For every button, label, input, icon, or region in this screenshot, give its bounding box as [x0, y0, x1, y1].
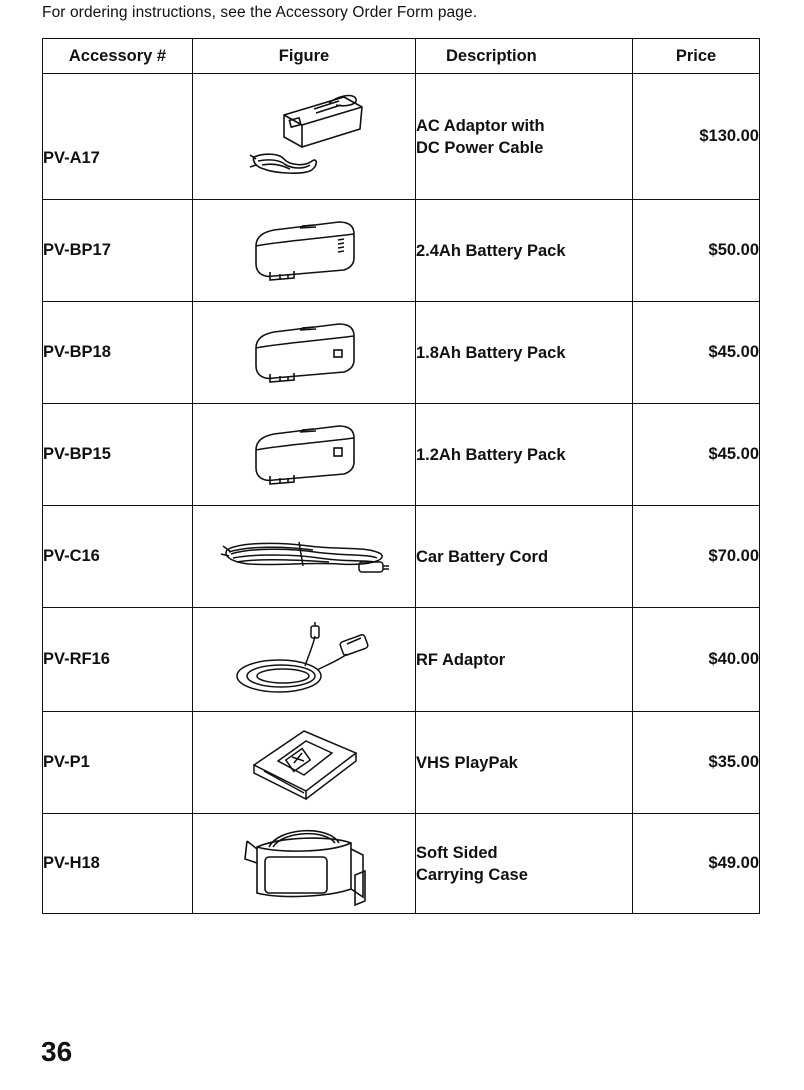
- description-line: RF Adaptor: [416, 650, 506, 669]
- table-header-row: [43, 39, 760, 74]
- table-row: [43, 404, 760, 506]
- table-row: [43, 302, 760, 404]
- price-cell: $45.00: [633, 302, 760, 404]
- price-cell: $40.00: [633, 608, 760, 712]
- table-row: [43, 74, 760, 200]
- accessory-number: PV-BP17: [43, 200, 193, 302]
- accessory-number: PV-BP18: [43, 302, 193, 404]
- description-cell: [416, 608, 633, 712]
- description-cell: [416, 74, 633, 200]
- vhs-playpak-figure: [193, 712, 416, 814]
- accessory-number: PV-RF16: [43, 608, 193, 712]
- accessory-table: [42, 38, 760, 914]
- battery-pack-icon: [244, 420, 364, 490]
- ac-adaptor-icon: [244, 87, 364, 187]
- description-cell: [416, 404, 633, 506]
- accessory-number: PV-P1: [43, 712, 193, 814]
- accessory-number: PV-H18: [43, 814, 193, 914]
- car-battery-cord-figure: [193, 506, 416, 608]
- battery-pack-icon: [244, 318, 364, 388]
- price-cell: $45.00: [633, 404, 760, 506]
- table-row: [43, 814, 760, 914]
- battery-pack-figure: [193, 404, 416, 506]
- carrying-case-figure: [193, 814, 416, 914]
- car-battery-cord-icon: [219, 532, 389, 582]
- description-line: Soft Sided: [416, 843, 498, 862]
- description-cell: [416, 302, 633, 404]
- description-cell: [416, 200, 633, 302]
- ordering-instructions-text: For ordering instructions, see the Accessory Order Form page.: [42, 4, 478, 21]
- column-header-figure: Figure: [193, 39, 416, 74]
- description-line: 1.2Ah Battery Pack: [416, 445, 566, 464]
- table-row: [43, 200, 760, 302]
- price-cell: $49.00: [633, 814, 760, 914]
- column-header-price: Price: [633, 39, 760, 74]
- battery-pack-figure: [193, 200, 416, 302]
- accessory-number: PV-A17: [43, 74, 193, 200]
- ac-adaptor-figure: [193, 74, 416, 200]
- description-cell: [416, 506, 633, 608]
- description-cell: [416, 814, 633, 914]
- battery-pack-figure: [193, 302, 416, 404]
- price-cell: $50.00: [633, 200, 760, 302]
- description-line: 2.4Ah Battery Pack: [416, 241, 566, 260]
- description-cell: [416, 712, 633, 814]
- price-cell: $35.00: [633, 712, 760, 814]
- rf-adaptor-icon: [229, 620, 379, 700]
- description-line: Carrying Case: [416, 865, 528, 884]
- description-line: Car Battery Cord: [416, 547, 549, 566]
- page-number: 36: [41, 1036, 73, 1067]
- price-cell: $130.00: [633, 74, 760, 200]
- accessory-number: PV-BP15: [43, 404, 193, 506]
- battery-pack-icon: [244, 216, 364, 286]
- vhs-playpak-icon: [244, 723, 364, 803]
- description-line: AC Adaptor with: [416, 116, 545, 135]
- table-row: [43, 608, 760, 712]
- rf-adaptor-figure: [193, 608, 416, 712]
- description-line: VHS PlayPak: [416, 753, 518, 772]
- table-row: [43, 712, 760, 814]
- column-header-accessory: Accessory #: [43, 39, 193, 74]
- column-header-description: Description: [416, 39, 633, 74]
- table-row: [43, 506, 760, 608]
- description-line: 1.8Ah Battery Pack: [416, 343, 566, 362]
- description-line: DC Power Cable: [416, 138, 544, 157]
- price-cell: $70.00: [633, 506, 760, 608]
- carrying-case-icon: [239, 819, 369, 909]
- accessory-number: PV-C16: [43, 506, 193, 608]
